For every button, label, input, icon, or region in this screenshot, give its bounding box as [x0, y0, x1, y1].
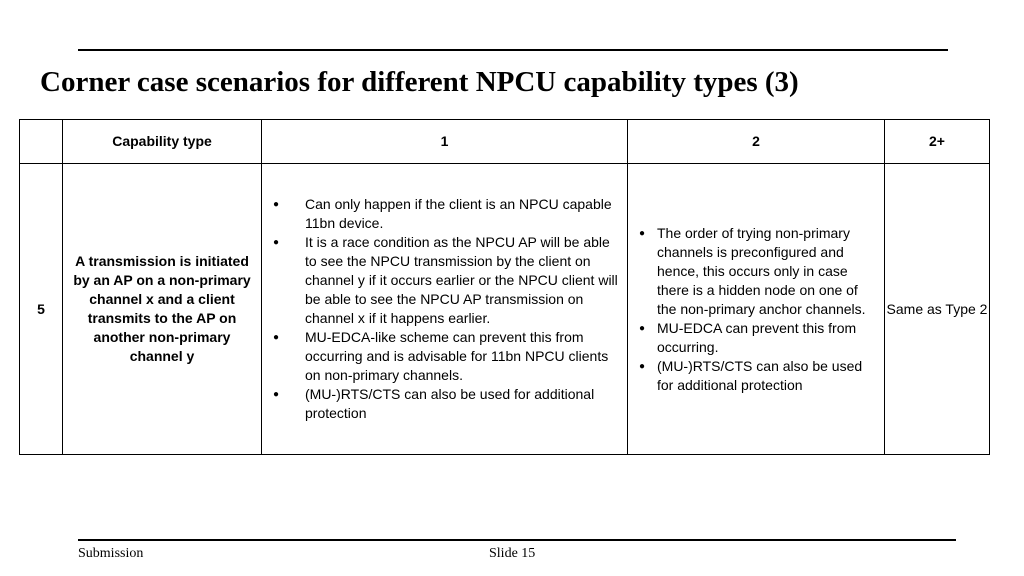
type-2-bullet-list: [629, 224, 883, 395]
type-1-bullet: ● It is a race condition as the NPCU AP will be able to see the NPCU transmission by the client on channel y if it occurs earlier or the NPCU client will be able to see the NPCU AP transmission on channel x if it happens earlier.: [305, 233, 618, 328]
type-1-cell: [262, 164, 628, 455]
header-cell-type-2-plus: 2+: [885, 120, 990, 164]
footer-submission: Submission: [78, 546, 144, 561]
type-2-bullet: ● (MU-)RTS/CTS can also be used for additional protection: [657, 357, 875, 395]
type-1-bullet: ● (MU-)RTS/CTS can also be used for additional protection: [305, 385, 618, 423]
table-row: [20, 164, 990, 455]
type-2-cell: [628, 164, 885, 455]
bottom-divider: [78, 539, 956, 541]
slide-title: Corner case scenarios for different NPCU capability types (3): [40, 66, 799, 98]
type-2-plus-cell: Same as Type 2: [885, 164, 990, 455]
top-divider: [78, 49, 948, 51]
header-cell-capability: Capability type: [63, 120, 262, 164]
type-1-bullet: ● MU-EDCA-like scheme can prevent this from occurring and is advisable for 11bn NPCU clients on non-primary channels.: [305, 328, 618, 385]
row-number: 5: [20, 164, 63, 455]
type-1-bullet: ● Can only happen if the client is an NPCU capable 11bn device.: [305, 195, 618, 233]
table-header-row: [20, 120, 990, 164]
footer-slide-number: Slide 15: [489, 546, 536, 561]
scenario-table: [19, 119, 990, 455]
type-2-bullet: ● MU-EDCA can prevent this from occurring.: [657, 319, 875, 357]
header-cell-type-2: 2: [628, 120, 885, 164]
header-cell-type-1: 1: [262, 120, 628, 164]
scenario-description: A transmission is initiated by an AP on a non-primary channel x and a client transmits to the AP on another non-primary channel y: [63, 164, 262, 455]
type-2-bullet: ● The order of trying non-primary channels is preconfigured and hence, this occurs only in case there is a hidden node on one of the non-primary anchor channels.: [657, 224, 875, 319]
header-cell-number: [20, 120, 63, 164]
type-1-bullet-list: [263, 195, 626, 423]
